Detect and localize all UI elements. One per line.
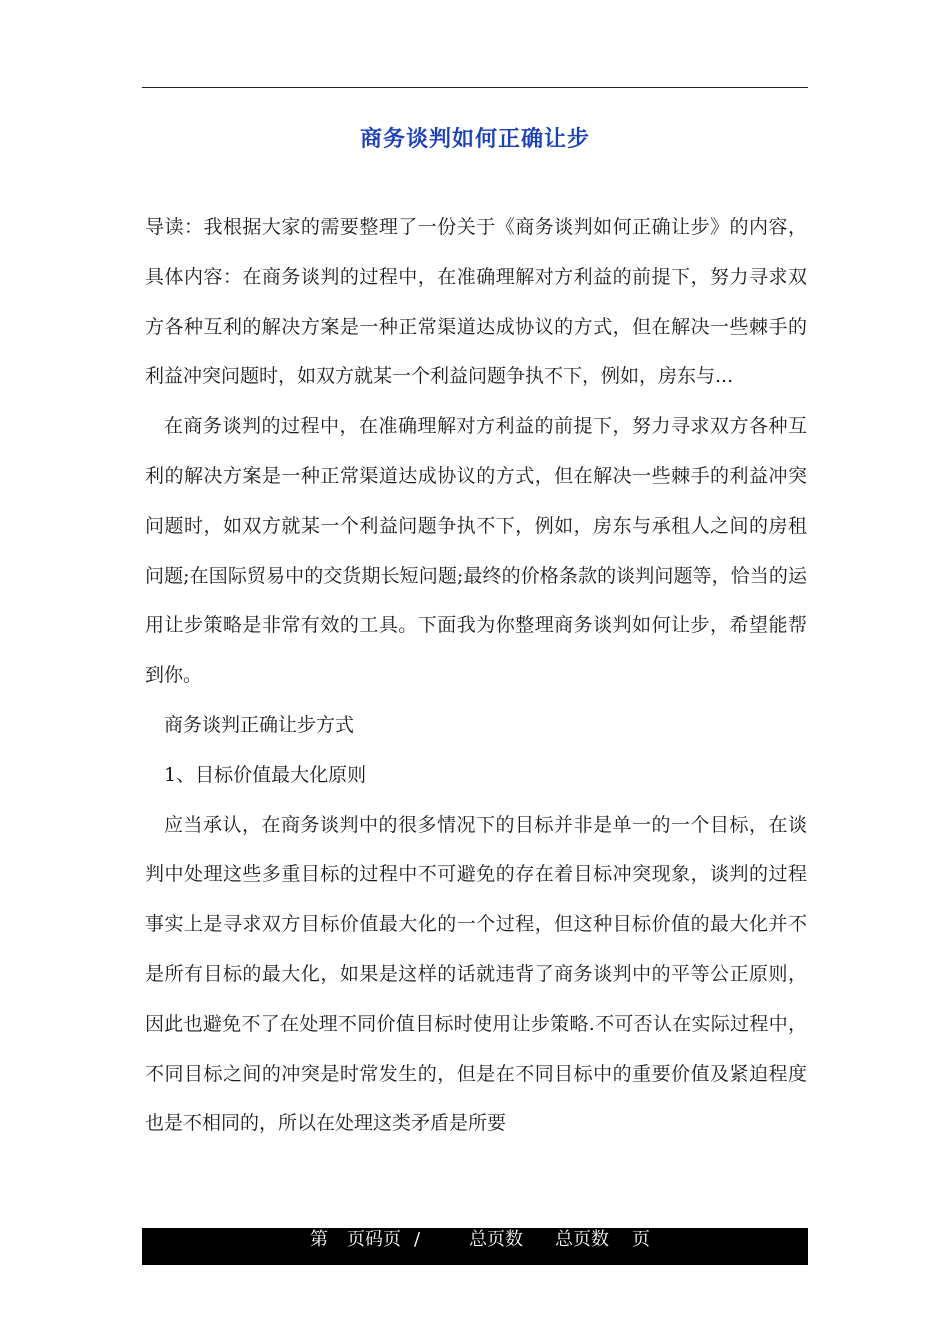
intro-paragraph: 导读：我根据大家的需要整理了一份关于《商务谈判如何正确让步》的内容，具体内容：在商务谈判的过程中，在准确理解对方利益的前提下，努力寻求双方各种互利的解决方案是一种正常渠道达成协议的方式，但在解决一些棘手的利益冲突问题时，如双方就某一个利益问题争执不下，例如，房东与... bbox=[145, 216, 807, 388]
document-title: 商务谈判如何正确让步 bbox=[359, 127, 590, 152]
body-paragraph: 在商务谈判的过程中，在准确理解对方利益的前提下，努力寻求双方各种互利的解决方案是一种正常渠道达成协议的方式，但在解决一些棘手的利益冲突问题时，如双方就某一个利益问题争执不下，例如，房东与承租人之间的房租问题;在国际贸易中的交货期长短问题;最终的价格条款的谈判问题等，恰当的运用让步策略是非常有效的工具。下面我为你整理商务谈判如何让步，希望能帮到你。 bbox=[145, 415, 807, 687]
footer-page-suffix: 页 bbox=[632, 1229, 650, 1250]
page-footer bbox=[142, 1228, 808, 1265]
footer-page-code: 页码页 bbox=[347, 1229, 401, 1250]
footer-page-prefix: 第 bbox=[310, 1229, 328, 1250]
footer-total-pages: 总页数 bbox=[469, 1229, 523, 1250]
footer-slash: / bbox=[414, 1229, 421, 1250]
body-paragraph: 应当承认，在商务谈判中的很多情况下的目标并非是单一的一个目标，在谈判中处理这些多重目标的过程中不可避免的存在着目标冲突现象，谈判的过程事实上是寻求双方目标价值最大化的一个过程，但这种目标价值的最大化并不是所有目标的最大化，如果是这样的话就违背了商务谈判中的平等公正原则，因此也避免不了在处理不同价值目标时使用让步策略.不可否认在实际过程中，不同目标之间的冲突是时常发生的，但是在不同目标中的重要价值及紧迫程度也是不相同的，所以在处理这类矛盾是所要 bbox=[145, 813, 807, 1135]
subsection-heading: 1、目标价值最大化原则 bbox=[164, 763, 367, 786]
header-rule bbox=[142, 87, 808, 88]
footer-total-pages-2: 总页数 bbox=[555, 1229, 609, 1250]
document-body bbox=[145, 203, 807, 1149]
section-heading: 商务谈判正确让步方式 bbox=[164, 713, 355, 736]
